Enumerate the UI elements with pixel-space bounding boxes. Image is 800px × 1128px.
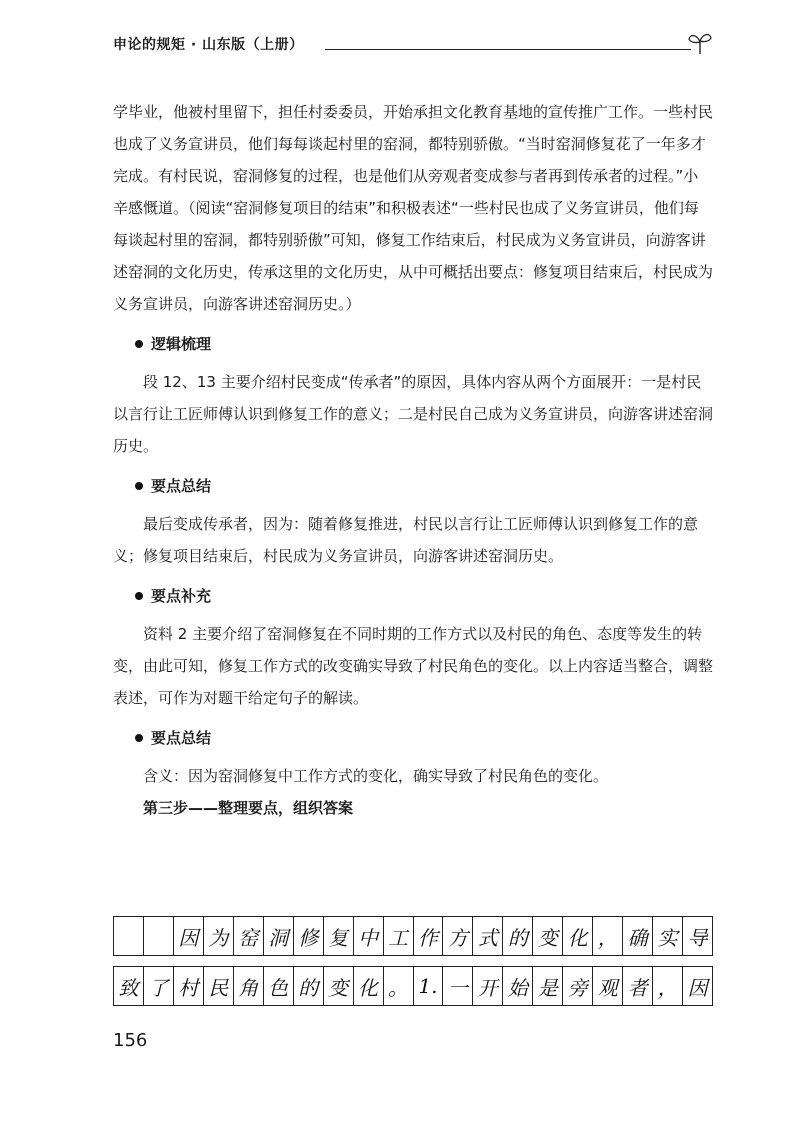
paragraph-1: 学毕业，他被村里留下，担任村委委员，开始承担文化教育基地的宣传推广工作。一些村民也成了义务宣讲员，他们每每谈起村里的窑洞，都特别骄傲。“当时窑洞修复花了一年多才完成。有村民说，窑洞修复的过程，也是他们从旁观者变成参与者再到传承者的过程。”小辛感慨道。（阅读“窑洞修复项目的结束”和积极表述“一些村民也成了义务宣讲员，他们每每谈起村里的窑洞，都特别骄傲”可知，修复工作结束后，村民成为义务宣讲员，向游客讲述窑洞的文化历史，传承这里的文化历史，从中可概括出要点：修复项目结束后，村民成为义务宣讲员，向游客讲述窑洞历史。） bbox=[113, 103, 714, 313]
grid-cell: 化 bbox=[563, 917, 593, 955]
grid-cell: 村 bbox=[174, 967, 204, 1005]
section-bullet-logic bbox=[113, 328, 713, 360]
grid-cell: 复 bbox=[324, 917, 354, 955]
bullet-dot-icon bbox=[135, 734, 143, 742]
step-heading: 第三步——整理要点，组织答案 bbox=[143, 799, 354, 817]
paragraph-3: 最后变成传承者，因为：随着修复推进，村民以言行让工匠师傅认识到修复工作的意义；修复项目结束后，村民成为义务宣讲员，向游客讲述窑洞历史。 bbox=[113, 515, 699, 565]
paragraph-4: 资料 2 主要介绍了窑洞修复在不同时期的工作方式以及村民的角色、态度等发生的转变，由此可知，修复工作方式的改变确实导致了村民角色的变化。以上内容适当整合，调整表述，可作为对题干给定句子的解读。 bbox=[113, 625, 714, 707]
grid-cell: 变 bbox=[324, 967, 354, 1005]
bullet-dot-icon bbox=[135, 592, 143, 600]
grid-cell: 始 bbox=[503, 967, 533, 1005]
grid-cell: 中 bbox=[354, 917, 384, 955]
grid-cell: 的 bbox=[503, 917, 533, 955]
grid-cell: 一 bbox=[443, 967, 473, 1005]
grid-cell: 。 bbox=[384, 967, 414, 1005]
grid-cell: 修 bbox=[294, 917, 324, 955]
grid-cell: 化 bbox=[354, 967, 384, 1005]
grid-cell: 了 bbox=[144, 967, 174, 1005]
bullet-label: 要点总结 bbox=[151, 729, 212, 747]
grid-cell: 窑 bbox=[234, 917, 264, 955]
sprout-icon bbox=[687, 30, 713, 56]
grid-cell: 旁 bbox=[563, 967, 593, 1005]
page-number: 156 bbox=[113, 1030, 148, 1051]
grid-cell bbox=[144, 917, 174, 955]
grid-cell: 方 bbox=[443, 917, 473, 955]
grid-cell: 作 bbox=[414, 917, 444, 955]
header-title: 申论的规矩 · 山东版（上册） bbox=[113, 37, 304, 53]
answer-grid-row-1 bbox=[113, 916, 713, 956]
grid-cell: ， bbox=[593, 917, 623, 955]
bullet-dot-icon bbox=[135, 340, 143, 348]
grid-cell: ， bbox=[653, 967, 683, 1005]
grid-cell: 实 bbox=[653, 917, 683, 955]
grid-cell: 为 bbox=[204, 917, 234, 955]
bullet-label: 要点补充 bbox=[151, 587, 212, 605]
page-body bbox=[113, 96, 713, 830]
running-header bbox=[113, 30, 713, 58]
grid-cell: 是 bbox=[533, 967, 563, 1005]
answer-grid-row-2 bbox=[113, 966, 713, 1006]
section-bullet-summary-2 bbox=[113, 722, 713, 754]
answer-grid bbox=[113, 916, 713, 1016]
bullet-label: 逻辑梳理 bbox=[151, 335, 212, 353]
grid-cell: 角 bbox=[234, 967, 264, 1005]
grid-cell: 导 bbox=[687, 925, 708, 950]
grid-cell: 因 bbox=[174, 917, 204, 955]
grid-cell: 色 bbox=[264, 967, 294, 1005]
grid-cell bbox=[114, 917, 144, 955]
grid-cell: 因 bbox=[687, 975, 708, 1000]
paragraph-5: 含义：因为窑洞修复中工作方式的变化，确实导致了村民角色的变化。 bbox=[143, 767, 609, 785]
grid-cell: 确 bbox=[623, 917, 653, 955]
grid-cell: 者 bbox=[623, 967, 653, 1005]
grid-cell: 民 bbox=[204, 967, 234, 1005]
bullet-dot-icon bbox=[135, 482, 143, 490]
section-bullet-summary-1 bbox=[113, 470, 713, 502]
grid-cell: 1. bbox=[414, 967, 444, 1005]
paragraph-2: 段 12、13 主要介绍村民变成“传承者”的原因，具体内容从两个方面展开：一是村民以言行让工匠师傅认识到修复工作的意义；二是村民自己成为义务宣讲员，向游客讲述窑洞历史。 bbox=[113, 373, 714, 455]
bullet-label: 要点总结 bbox=[151, 477, 212, 495]
grid-cell: 致 bbox=[114, 967, 144, 1005]
grid-cell: 变 bbox=[533, 917, 563, 955]
grid-cell: 开 bbox=[473, 967, 503, 1005]
grid-cell: 工 bbox=[384, 917, 414, 955]
header-rule bbox=[325, 49, 691, 50]
grid-cell: 观 bbox=[593, 967, 623, 1005]
section-bullet-supplement bbox=[113, 580, 713, 612]
grid-cell: 的 bbox=[294, 967, 324, 1005]
grid-cell: 洞 bbox=[264, 917, 294, 955]
grid-cell: 式 bbox=[473, 917, 503, 955]
